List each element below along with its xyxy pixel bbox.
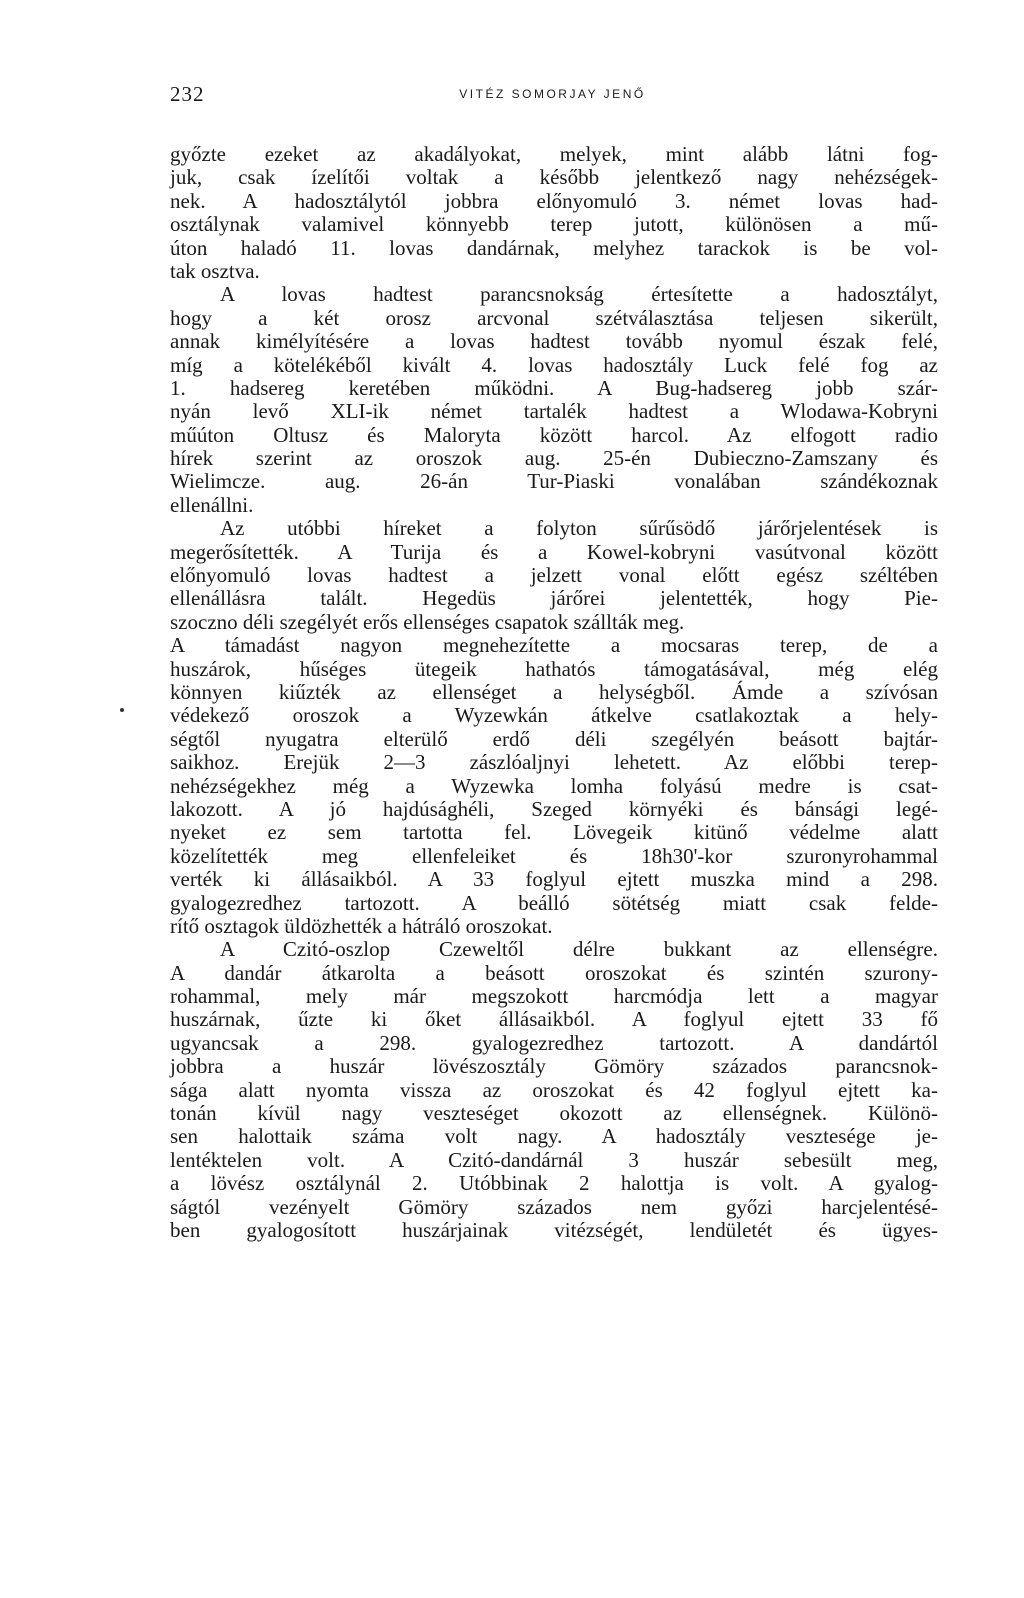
text-line: hírek szerint az oroszok aug. 25-én Dubieczno-Zamszany és [170,446,938,471]
text-line: gyalogezredhez tartozott. A beálló sötétség miatt csak felde- [170,890,938,915]
text-line: lakozott. A jó hajdúsághéli, Szeged környéki és bánsági legé- [170,796,938,821]
text-line: A lovas hadtest parancsnokság értesítette a hadosztályt, [220,282,938,307]
text-line: nyeket ez sem tartotta fel. Lövegeik kitünő védelme alatt [170,820,938,845]
text-line: jobbra a huszár lövészosztály Gömöry százados parancsnok- [170,1054,938,1079]
text-line: tak osztva. [170,258,260,283]
running-head [170,82,935,112]
text-line: ségtől nyugatra elterülő erdő déli szegélyén beásott bajtár- [170,726,938,751]
text-line: nyán levő XLI-ik német tartalék hadtest a Wlodawa-Kobryni [170,399,938,424]
text-line: ben gyalogosított huszárjainak vitézségét, lendületét és ügyes- [170,1217,938,1242]
text-line: osztálynak valamivel könnyebb terep jutott, különösen a mű- [170,212,938,237]
text-line: verték ki állásaikból. A 33 foglyul ejtett muszka mind a 298. [170,867,938,892]
text-line: előnyomuló lovas hadtest a jelzett vonal előtt egész széltében [170,563,938,588]
text-line: nek. A hadosztálytól jobbra előnyomuló 3. német lovas had- [170,188,938,213]
page-number: 232 [170,82,205,106]
text-line: A Czitó-oszlop Czeweltől délre bukkant az ellenségre. [220,937,938,962]
text-line: sen halottaik száma volt nagy. A hadosztály vesztesége je- [170,1124,938,1149]
text-line: hogy a két orosz arcvonal szétválasztása teljesen sikerült, [170,305,938,330]
text-line: ellenállásra talált. Hegedüs járőrei jelentették, hogy Pie- [170,586,938,611]
text-line: szoczno déli szegélyét erős ellenséges csapatok szállták meg. [170,609,685,634]
text-line: A dandár átkarolta a beásott oroszokat és szintén szurony- [170,960,938,985]
text-line: Az utóbbi híreket a folyton sűrűsödő járőrjelentések is [220,516,938,541]
text-line: közelítették meg ellenfeleiket és 18h30'-kor szuronyrohammal [170,843,938,868]
text-line: a lövész osztálynál 2. Utóbbinak 2 halottja is volt. A gyalog- [170,1171,938,1196]
text-line: 1. hadsereg keretében működni. A Bug-hadsereg jobb szár- [170,375,938,400]
text-line: A támadást nagyon megnehezítette a mocsaras terep, de a [170,633,938,658]
text-line: nehézségekhez még a Wyzewka lomha folyású medre is csat- [170,773,938,798]
text-line: annak kimélyítésére a lovas hadtest tovább nyomul észak felé, [170,329,938,354]
text-line: saikhoz. Erejük 2—3 zászlóaljnyi lehetett. Az előbbi terep- [170,750,938,775]
text-line: huszárok, hűséges ütegeik hathatós támogatásával, még elég [170,656,938,681]
text-line: rítő osztagok üldözhették a hátráló oroszokat. [170,913,553,938]
text-line: rohammal, mely már megszokott harcmódja lett a magyar [170,984,938,1009]
text-line: tonán kívül nagy veszteséget okozott az ellenségnek. Különö- [170,1101,938,1126]
text-line: ellenállni. [170,492,254,517]
running-title: VITÉZ SOMORJAY JENŐ [459,87,646,101]
body-text [170,143,938,1242]
text-line: juk, csak ízelítői voltak a később jelentkező nagy nehézségek- [170,165,938,190]
text-line: védekező oroszok a Wyzewkán átkelve csatlakoztak a hely- [170,703,938,728]
text-line: míg a kötelékéből kivált 4. lovas hadosztály Luck felé fog az [170,352,938,377]
text-line: ságtól vezényelt Gömöry százados nem győzi harcjelentésé- [170,1194,938,1219]
text-line: műúton Oltusz és Malorytа között harcol. Az elfogott radio [170,422,938,447]
text-line: huszárnak, űzte ki őket állásaikból. A foglyul ejtett 33 fő [170,1007,938,1032]
text-line: lentéktelen volt. A Czitó-dandárnál 3 huszár sebesült meg, [170,1147,938,1172]
text-line: sága alatt nyomta vissza az oroszokat és 42 foglyul ejtett ka- [170,1077,938,1102]
text-line: Wielimcze. aug. 26-án Tur-Piaski vonalában szándékoznak [170,469,938,494]
margin-dot-mark [120,708,124,712]
text-line: könnyen kiűzték az ellenséget a helységből. Ámde a szívósan [170,679,938,704]
text-line: győzte ezeket az akadályokat, melyek, mint alább látni fog- [170,142,938,166]
text-line: úton haladó 11. lovas dandárnak, melyhez tarackok is be vol- [170,235,938,260]
text-line: megerősítették. A Turija és a Kowel-kobryni vasútvonal között [170,539,938,564]
text-line: ugyancsak a 298. gyalogezredhez tartozott. A dandártól [170,1030,938,1055]
